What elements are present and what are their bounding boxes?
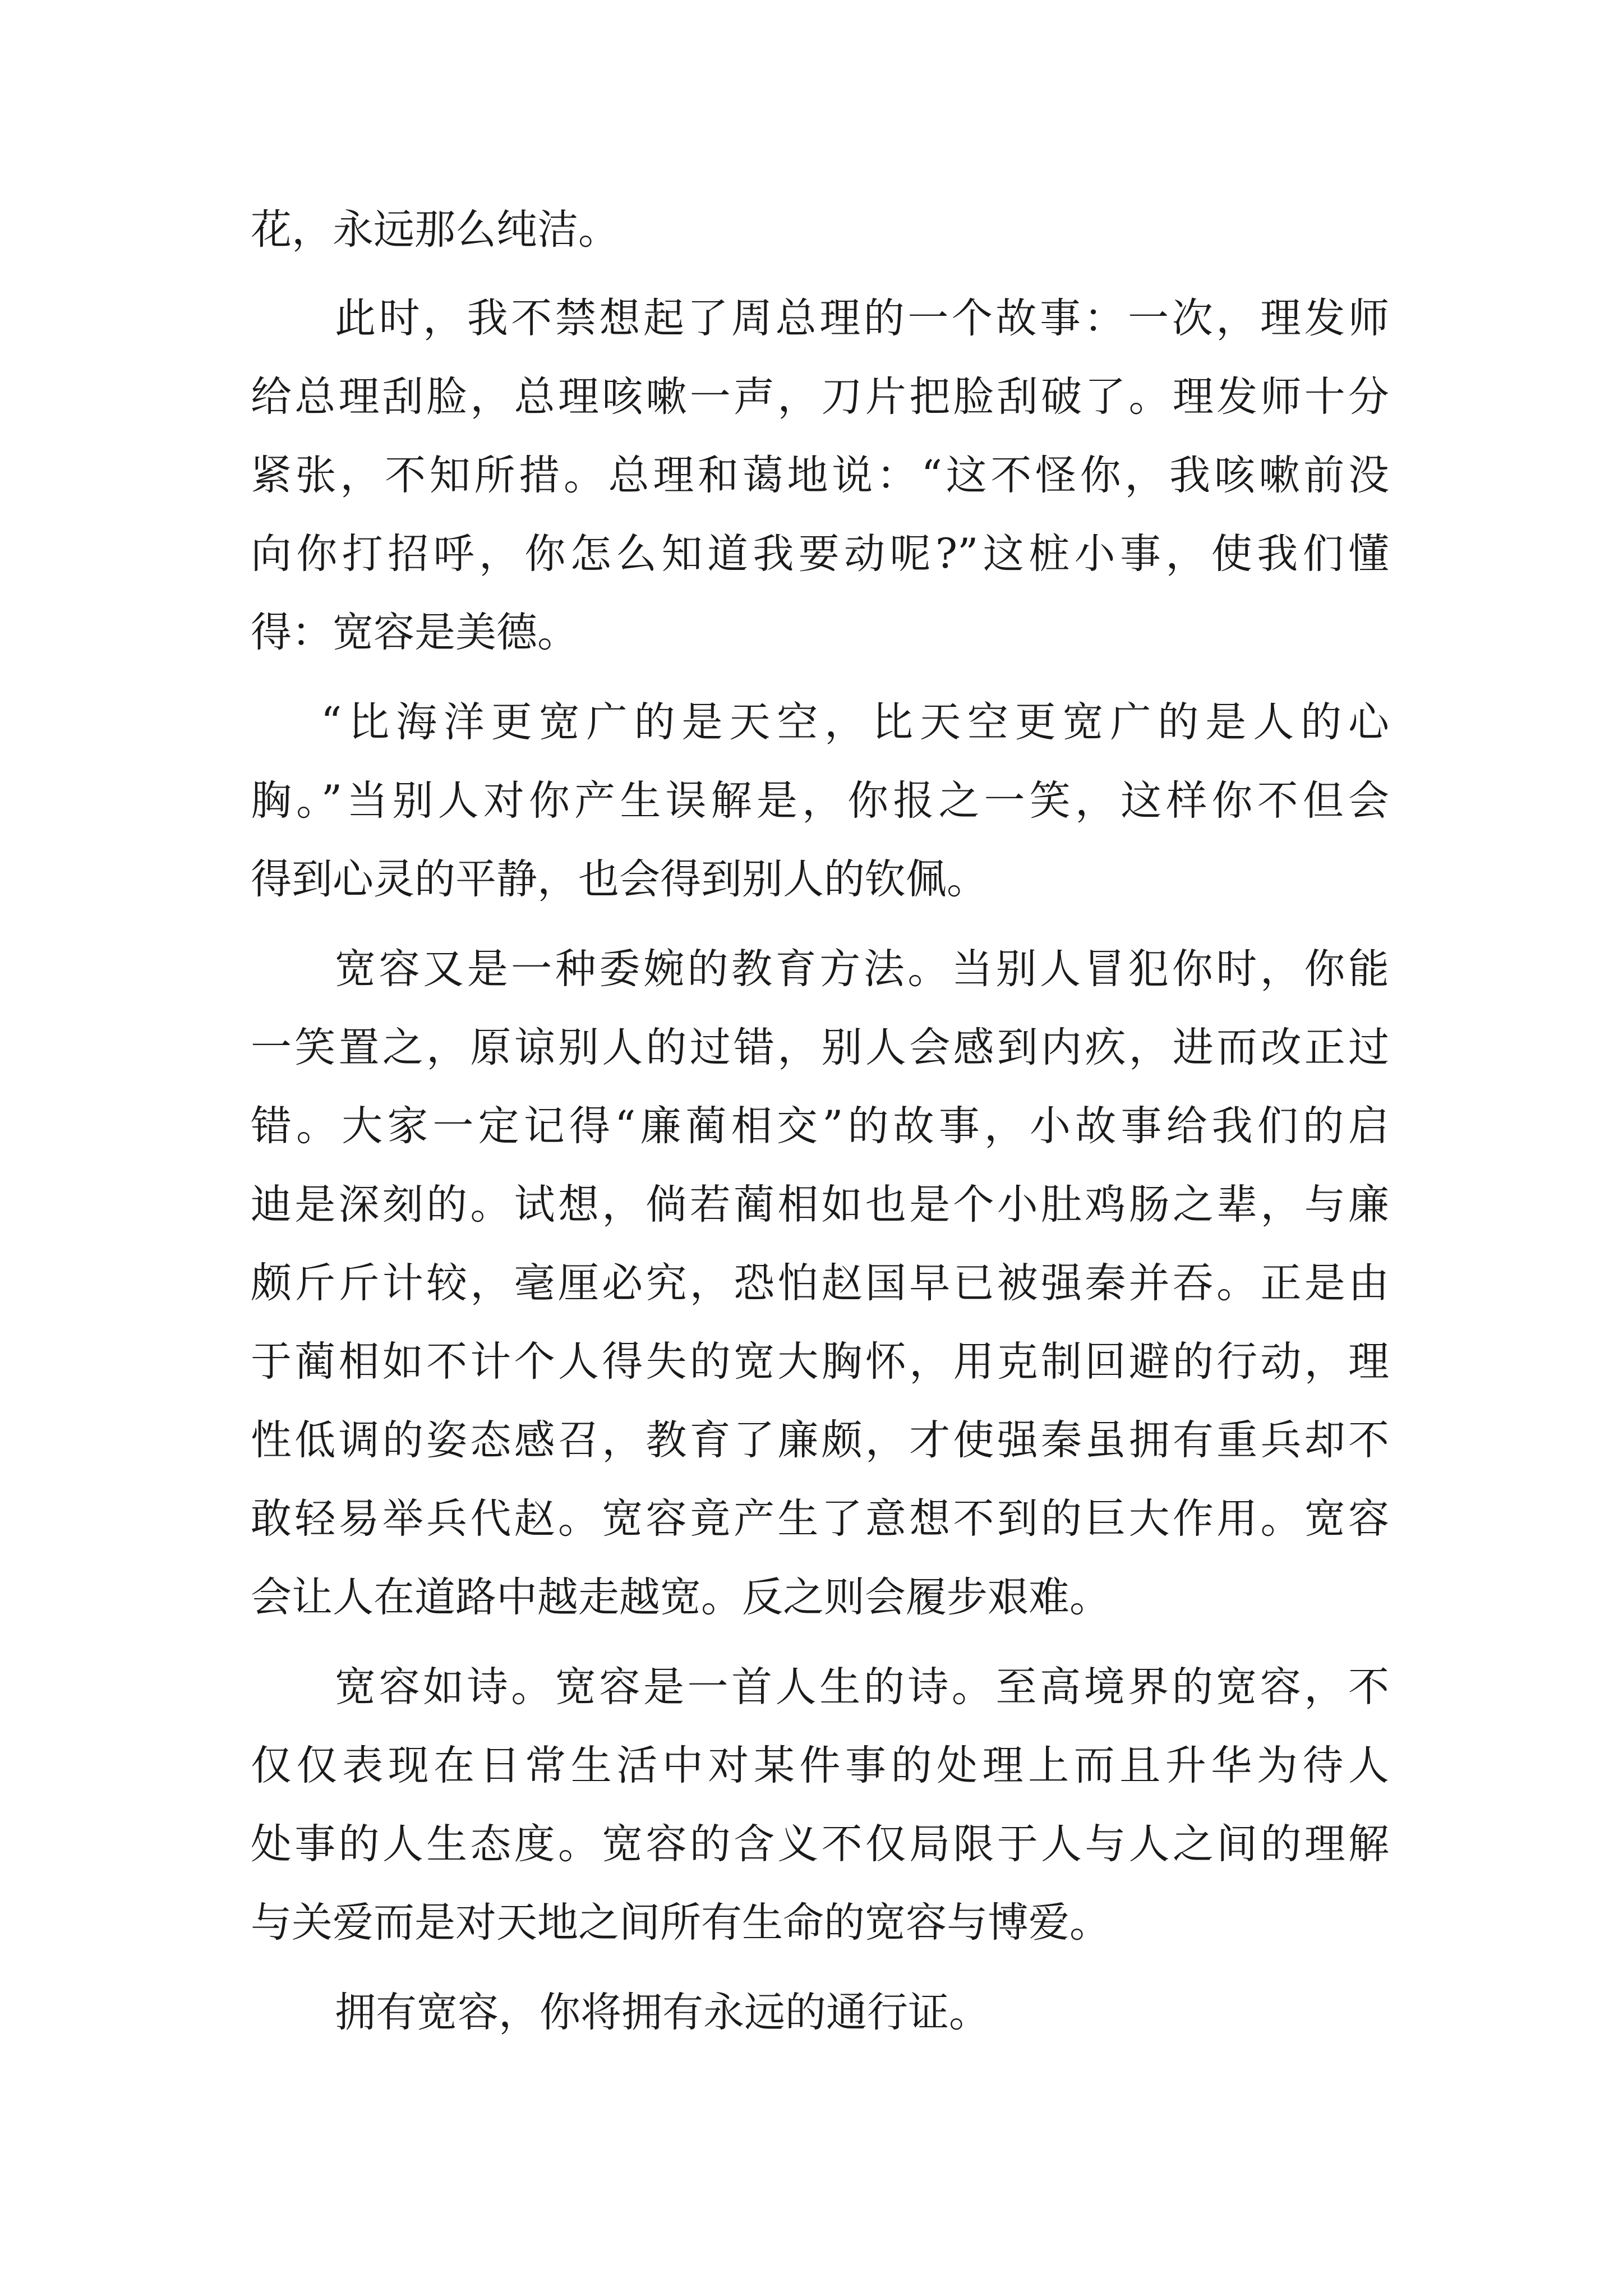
text-line: “比海洋更宽广的是天空，比天空更宽广的是人的心 [321,698,1389,746]
text-line: 宽容如诗。宽容是一首人生的诗。至高境界的宽容，不 [335,1663,1389,1711]
text-line: 于蔺相如不计个人得失的宽大胸怀，用克制回避的行动，理 [251,1338,1389,1386]
text-line: 此时，我不禁想起了周总理的一个故事：一次，理发师 [335,295,1389,342]
text-line: 错。大家一定记得“廉蔺相交”的故事，小故事给我们的启 [251,1102,1389,1150]
text-line: 紧张，不知所措。总理和蔼地说：“这不怪你，我咳嗽前没 [251,452,1389,499]
text-line: 给总理刮脸，总理咳嗽一声，刀片把脸刮破了。理发师十分 [251,373,1389,421]
text-line: 与关爱而是对天地之间所有生命的宽容与博爱。 [251,1899,1110,1947]
text-line: 迪是深刻的。试想，倘若蔺相如也是个小肚鸡肠之辈，与廉 [251,1181,1389,1228]
text-line: 会让人在道路中越走越宽。反之则会履步艰难。 [251,1573,1110,1621]
text-line: 拥有宽容，你将拥有永远的通行证。 [335,1989,990,2036]
text-line: 得：宽容是美德。 [251,609,578,656]
text-line: 处事的人生态度。宽容的含义不仅局限于人与人之间的理解 [251,1820,1389,1868]
text-line: 性低调的姿态感召，教育了廉颇，才使强秦虽拥有重兵却不 [251,1416,1389,1464]
text-line: 颇斤斤计较，毫厘必究，恐怕赵国早已被强秦并吞。正是由 [251,1259,1389,1307]
text-line: 胸。”当别人对你产生误解是，你报之一笑，这样你不但会 [251,777,1389,825]
text-line: 宽容又是一种委婉的教育方法。当别人冒犯你时，你能 [335,945,1389,993]
text-line: 得到心灵的平静，也会得到别人的钦佩。 [251,855,988,903]
text-line: 向你打招呼，你怎么知道我要动呢?”这桩小事，使我们懂 [251,530,1389,578]
text-line: 花，永远那么纯洁。 [251,206,619,254]
text-line: 敢轻易举兵代赵。宽容竟产生了意想不到的巨大作用。宽容 [251,1495,1389,1543]
text-line: 仅仅表现在日常生活中对某件事的处理上而且升华为待人 [251,1742,1389,1789]
text-line: 一笑置之，原谅别人的过错，别人会感到内疚，进而改正过 [251,1024,1389,1071]
